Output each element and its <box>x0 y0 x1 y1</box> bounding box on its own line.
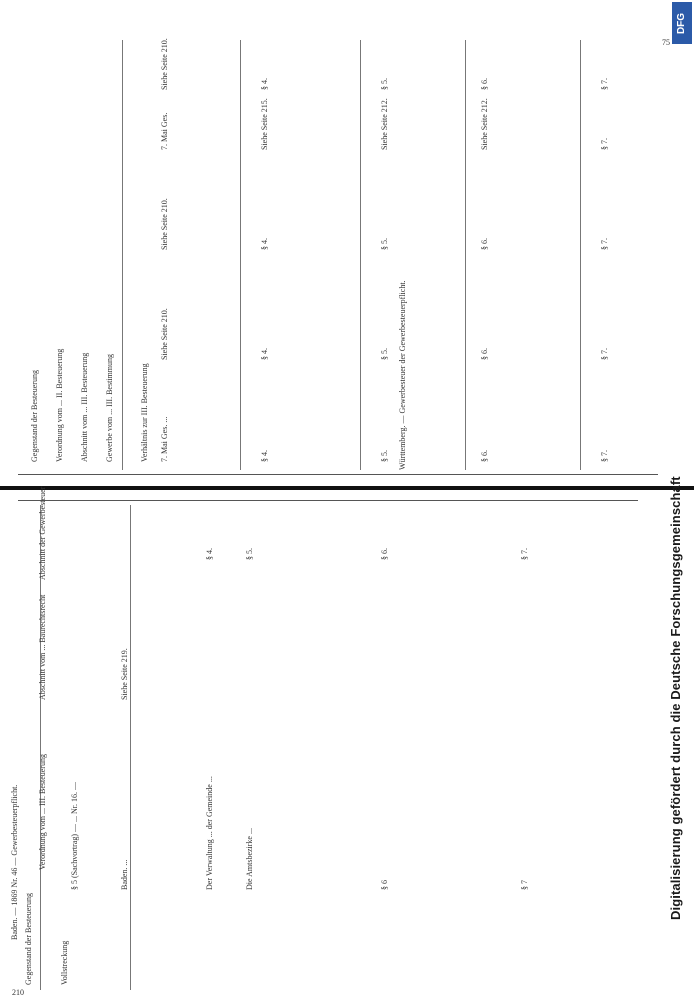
left-body-line: Die Amtsbezirke ... <box>245 828 254 890</box>
dfg-watermark: Digitalisierung gefördert durch die Deutsche Forschungsgemeinschaft <box>668 476 683 920</box>
right-header-c1: Gegenstand der Besteuerung <box>30 370 39 462</box>
left-body-line: Baden. ... <box>120 859 129 890</box>
right-header-c3: Abschnitt vom ... III. Besteuerung <box>80 352 89 462</box>
right-col-divider <box>122 40 123 470</box>
right-running-head: Württemberg. — Gewerbesteuer der Gewerbesteuerpflicht. <box>398 280 407 470</box>
right-col-divider <box>580 40 581 470</box>
right-row-cell: § 5. <box>380 348 389 360</box>
right-row-cell: § 5. <box>380 78 389 90</box>
right-page-number: 75 <box>662 38 670 47</box>
right-col-divider <box>465 40 466 470</box>
right-header-c4: Gewerbe vom ... III. Bestimmung <box>105 354 114 462</box>
right-row-cell: Siehe Seite 210. <box>160 198 169 250</box>
left-section-mark: § 6. <box>380 548 389 560</box>
right-row-cell: § 4. <box>260 450 269 462</box>
right-row-cell: § 6. <box>480 78 489 90</box>
right-row-cell: § 6. <box>480 450 489 462</box>
left-rule <box>18 500 638 501</box>
left-section-mark: § 5. <box>245 548 254 560</box>
left-header-c2: Verordnung vom ... III. Besteuerung <box>38 754 47 870</box>
right-row-cell: Siehe Seite 210. <box>160 308 169 360</box>
right-row-cell: § 7. <box>600 78 609 90</box>
left-body-line: § 7 <box>520 880 529 890</box>
right-row-cell: § 5. <box>380 238 389 250</box>
left-header-c4: Abschnitt der Gewerbesteuer <box>38 486 47 580</box>
right-row-cell: Siehe Seite 212. <box>380 98 389 150</box>
right-row-cell: § 4. <box>260 348 269 360</box>
left-body-line: Der Verwaltung ... der Gemeinde ... <box>205 776 214 890</box>
right-row-cell: Siehe Seite 215. <box>260 98 269 150</box>
left-header-c3: Abschnitt vom ... Baurechtsrecht <box>38 594 47 700</box>
right-row-cell: § 5. <box>380 450 389 462</box>
left-first-col-label: Vollstreckung <box>60 940 69 985</box>
right-header-c2: Verordnung vom ... II. Besteuerung <box>55 348 64 462</box>
right-row-cell: Siehe Seite 210. <box>160 38 169 90</box>
right-row-cell: § 6. <box>480 238 489 250</box>
right-rule <box>18 474 658 475</box>
right-row-cell: 7. Mai Ges. ... <box>160 416 169 462</box>
right-row-cell: § 4. <box>260 238 269 250</box>
right-row-cell: § 7. <box>600 450 609 462</box>
right-row-cell: § 7. <box>600 348 609 360</box>
right-row-cell: § 6. <box>480 348 489 360</box>
left-section-mark: § 7. <box>520 548 529 560</box>
left-page-number: 210 <box>12 988 24 997</box>
left-running-head: Baden. — 1869 Nr. 46 — Gewerbesteuerpflicht. <box>10 784 19 940</box>
right-header-c5: Verhältnis zur III. Besteuerung <box>140 363 149 462</box>
left-siehe: Siehe Seite 219. <box>120 648 129 700</box>
right-row-cell: § 4. <box>260 78 269 90</box>
right-col-divider <box>360 40 361 470</box>
right-row-cell: § 7. <box>600 138 609 150</box>
left-body-line: § 5 (Sachvortrag) — ... Nr. 16. — <box>70 782 79 890</box>
left-section-mark: § 4. <box>205 548 214 560</box>
left-body-line: § 6 <box>380 880 389 890</box>
right-row-cell: Siehe Seite 212. <box>480 98 489 150</box>
dfg-logo-icon: DFG <box>672 2 692 44</box>
left-header-c1: Gegenstand der Besteuerung <box>24 893 33 985</box>
left-col-divider <box>130 505 131 990</box>
right-row-cell: § 7. <box>600 238 609 250</box>
book-spine <box>0 486 694 490</box>
right-col-divider <box>240 40 241 470</box>
right-row-cell: 7. Mai Ges. <box>160 112 169 150</box>
